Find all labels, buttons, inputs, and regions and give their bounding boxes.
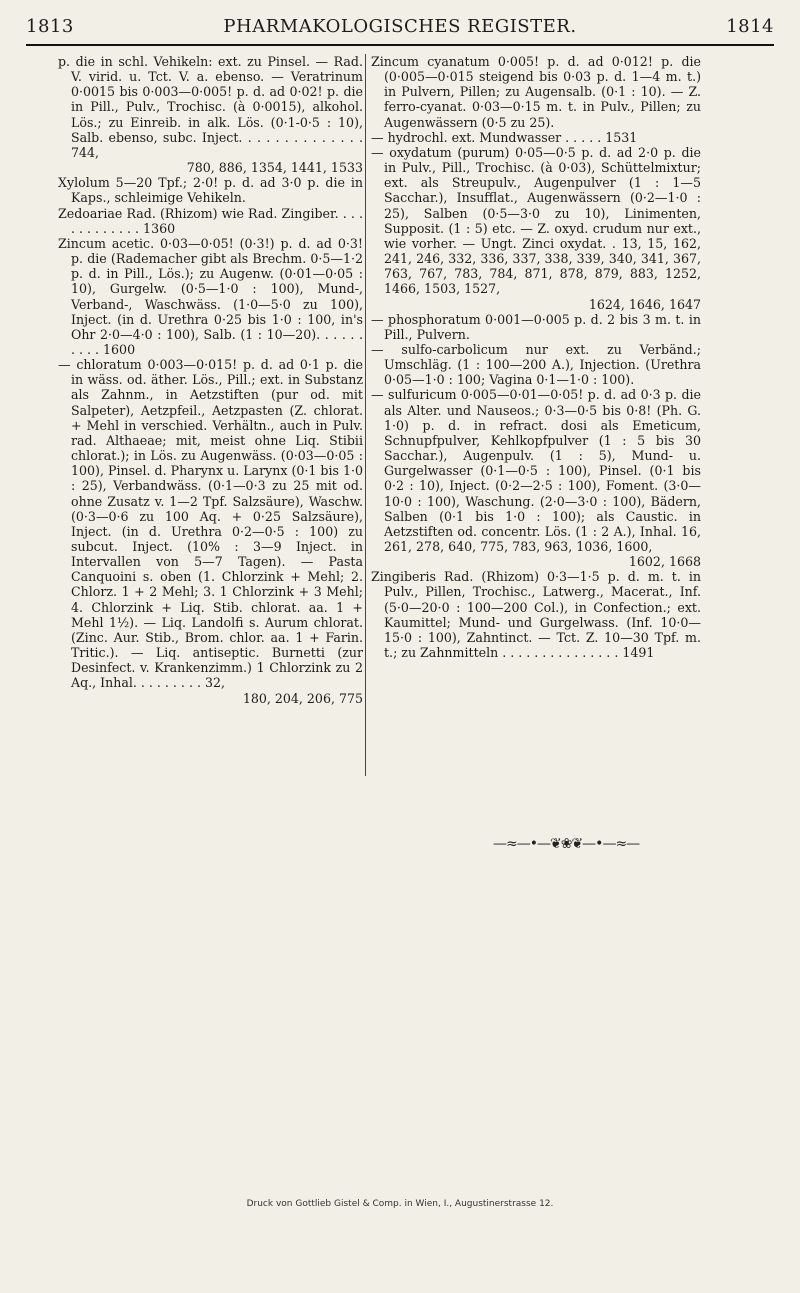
- entry-zincum-sulfuricum: — sulfuricum 0·005—0·01—0·05! p. d. ad 0·3 p. die als Alter. und Nauseos.; 0·3—0·5 bis 0·8! (Ph. G. 1·0) p. d. in refract. dosi als Emeticum, Schnupfpulver, Kehlkopfpulver (1 : 5 bis 30 Sacchar.), Augenpulv. (1 : 5), Mund- u. Gurgelwasser (0·1—0·5 : 100), Pinsel. (0·1 bis 0·2 : 10), Inject. (0·2—2·5 : 100), Foment. (3·0—10·0 : 100), Waschung. (2·0—3·0 : 100), Bädern, Salben (0·1 bis 1·0 : 100); als Caustic. in Aetzstiften od. concentr. Lös. (1 : 2 A.), Inhal. 16, 261, 278, 640, 775, 783, 963, 1036, 1600,: [371, 387, 701, 554]
- entry-zincum-acetic: Zincum acetic. 0·03—0·05! (0·3!) p. d. ad 0·3! p. die (Rademacher gibt als Brechm. 0·5—1·2 p. d. in Pill., Lös.); zu Augenw. (0·01—0·05 : 10), Gurgelw. (0·5—1·0 : 100), Mund-, Verband-, Waschwäss. (1·0—5·0 zu 100), Inject. (in d. Urethra 0·25 bis 1·0 : 100, in's Ohr 2·0—4·0 : 100), Salb. (1 : 10—20). . . . . . . . . . 1600: [58, 235, 363, 357]
- entry-zincum-oxydatum: — oxydatum (purum) 0·05—0·5 p. d. ad 2·0 p. die in Pulv., Pill., Trochisc. (à 0·03), Schüttelmixtur; ext. als Streupulv., Augenpulver (1 : 1—5 Sacchar.), Insufflat., Augenwässern (0·2—1·0 : 25), Salben (0·5—3·0 zu 10), Linimenten, Supposit. (1 : 5) etc. — Z. oxyd. crudum nur ext., wie vorher. — Ungt. Zinci oxydat. . 13, 15, 162, 241, 246, 332, 336, 337, 338, 339, 340, 341, 367, 763, 767, 783, 784, 871, 878, 879, 883, 1252, 1466, 1503, 1527,: [371, 144, 701, 297]
- entry-zincum-chloratum: — chloratum 0·003—0·015! p. d. ad 0·1 p. die in wäss. od. äther. Lös., Pill.; ext. in Substanz als Zahnm., in Aetzstiften (pur od. mit Salpeter), Aetzpfeil., Aetzpasten (Z. chlorat. + Mehl in verschied. Verhältn., auch in Pulv. rad. Althaeae; mit, meist ohne Liq. Stibii chlorat.); in Lös. zu Augenwäss. (0·03—0·05 : 100), Pinsel. d. Pharynx u. Larynx (0·1 bis 1·0 : 25), Verbandwäss. (0·1—0·3 zu 25 mit od. ohne Zusatz v. 1—2 Tpf. Salzsäure), Waschw. (0·3—0·6 zu 100 Aq. + 0·25 Salzsäure), Inject. (in d. Urethra 0·2—0·5 : 100) zu subcut. Inject. (10% : 3—9 Inject. in Intervallen von 5—7 Tagen). — Pasta Canquoini s. oben (1. Chlorzink + Mehl; 2. Chlorz. 1 + 2 Mehl; 3. 1 Chlorzink + 3 Mehl; 4. Chlorzink + Liq. Stib. chlorat. aa. 1 + Mehl 1½). — Liq. Landolfi s. Aurum chlorat. (Zinc. Aur. Stib., Brom. chlor. aa. 1 + Farin. Tritic.). — Liq. antiseptic. Burnetti (zur Desinfect. v. Krankenzimm.) 1 Chlorzink zu 2 Aq., Inhal. . . . . . . . . 32,: [58, 357, 363, 691]
- column-divider: [365, 54, 366, 776]
- entry-zincum-sulfuricum-pages: 1602, 1668: [628, 554, 701, 570]
- page-title: PHARMAKOLOGISCHES REGISTER.: [223, 16, 577, 37]
- right-column: [371, 54, 701, 660]
- entry-zedoariae: Zedoariae Rad. (Rhizom) wie Rad. Zingiber. . . . . . . . . . . . . 1360: [58, 205, 363, 236]
- entry-zingiberis: Zingiberis Rad. (Rhizom) 0·3—1·5 p. d. m. t. in Pulv., Pillen, Trochisc., Latwerg., Macerat., Inf. (5·0—20·0 : 100—200 Col.), in Confection.; ext. Kaumittel; Mund- und Gurgelwass. (Inf. 10·0—15·0 : 100), Zahntinct. — Tct. Z. 10—30 Tpf. m. t.; zu Zahnmitteln . . . . . . . . . . . . . . . 1491: [371, 569, 701, 661]
- page-number-right: 1814: [726, 16, 774, 37]
- entry-zincum-phosphoratum: — phosphoratum 0·001—0·005 p. d. 2 bis 3 m. t. in Pill., Pulvern.: [371, 311, 701, 342]
- printer-imprint: Druck von Gottlieb Gistel & Comp. in Wien, I., Augustinerstrasse 12.: [246, 1199, 554, 1209]
- entry-zincum-hydrochl: — hydrochl. ext. Mundwasser . . . . . 1531: [371, 129, 638, 145]
- header-rule: [26, 44, 774, 46]
- entry-zincum-chloratum-pages: 180, 204, 206, 775: [242, 690, 363, 706]
- entry-zincum-sulfocarbolicum: — sulfo-carbolicum nur ext. zu Verbänd.; Umschläg. (1 : 100—200 A.), Injection. (Urethra 0·05—1·0 : 100; Vagina 0·1—1·0 : 100).: [371, 341, 701, 388]
- entry-zincum-cyanatum: Zincum cyanatum 0·005! p. d. ad 0·012! p. die (0·005—0·015 steigend bis 0·03 p. d. 1—4 m. t.) in Pulvern, Pillen; zu Augensalb. (0·1 : 10). — Z. ferro-cyanat. 0·03—0·15 m. t. in Pulv., Pillen; zu Augenwässern (0·5 zu 25).: [371, 54, 701, 130]
- end-ornament: —≈—•—❦❀❦—•—≈—: [493, 836, 640, 852]
- entry-zincum-oxydatum-pages: 1624, 1646, 1647: [588, 296, 701, 312]
- entry-xylolum: Xylolum 5—20 Tpf.; 2·0! p. d. ad 3·0 p. die in Kaps., schleimige Vehikeln.: [58, 175, 363, 206]
- running-header: [26, 16, 774, 46]
- entry-veratrum-continued: p. die in schl. Vehikeln: ext. zu Pinsel. — Rad. V. virid. u. Tct. V. a. ebenso. — Veratrinum 0·0015 bis 0·003—0·005! p. d. ad 0·02! p. die in Pill., Pulv., Trochisc. (à 0·0015), alkohol. Lös.; zu Einreib. in alk. Lös. (0·1-0·5 : 10), Salb. ebenso, subc. Inject. . . . . . . . . . . . . . 744,: [58, 54, 363, 160]
- entry-veratrum-pages: 780, 886, 1354, 1441, 1533: [186, 160, 363, 176]
- page-number-left: 1813: [26, 16, 74, 37]
- left-column: [58, 54, 363, 706]
